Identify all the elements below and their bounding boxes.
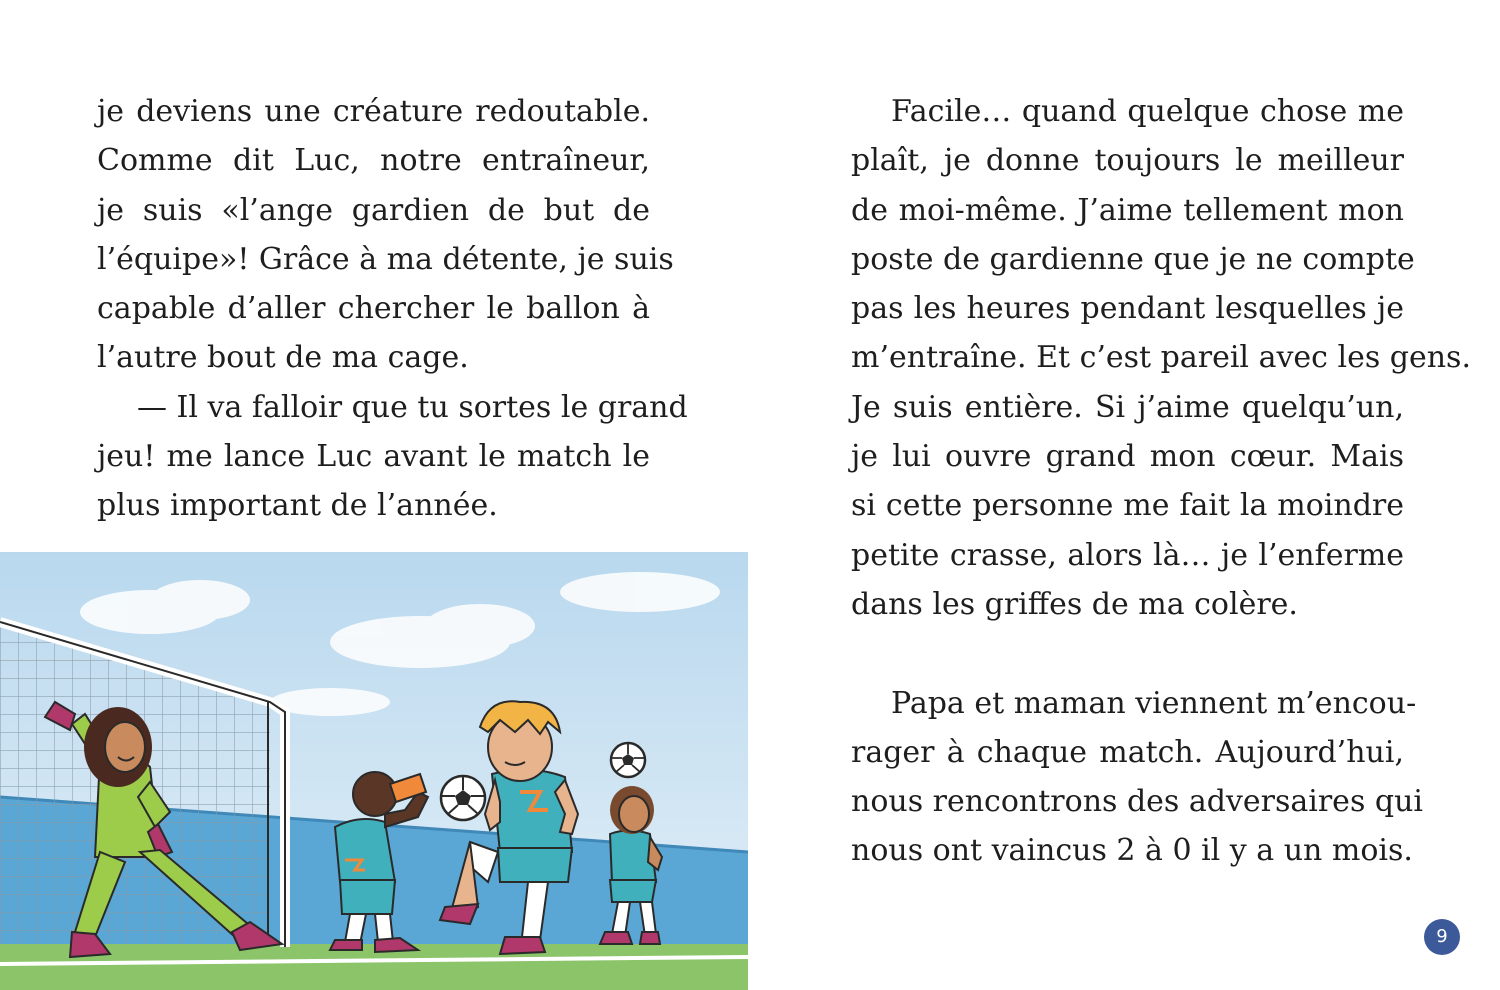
text-line: Comme dit Luc, notre entraîneur, [97,143,650,179]
text-line: plus important de l’année. [97,488,498,524]
paragraph-gap [851,629,1404,678]
text-line: de moi-même. J’aime tellement mon [851,192,1404,228]
text-line: je suis «l’ange gardien de but de [97,192,650,228]
text-line: m’entraîne. Et c’est pareil avec les gens. [851,340,1471,376]
text-line: rager à chaque match. Aujourd’hui, [851,734,1404,770]
text-line: Papa et maman viennent m’encou- [891,685,1417,721]
text-line: — Il va falloir que tu sortes le grand [137,389,688,425]
text-line: si cette personne me fait la moindre [851,488,1404,524]
text-line: jeu! me lance Luc avant le match le [97,439,650,475]
text-line: je deviens une créature redoutable. [97,94,650,129]
text-line: petite crasse, alors là… je l’enferme [851,537,1404,573]
text-line: Facile… quand quelque chose me [891,94,1404,129]
text-line: nous rencontrons des adversaires qui [851,784,1423,820]
left-text-column [97,87,688,531]
soccer-ball [441,776,485,820]
text-line: plaît, je donne toujours le meilleur [851,143,1404,179]
text-line: l’autre bout de ma cage. [97,340,469,376]
page-number: 9 [1424,919,1460,955]
soccer-ball [611,743,645,777]
soccer-illustration [0,552,748,990]
text-line: je lui ouvre grand mon cœur. Mais [851,439,1404,475]
text-line: l’équipe»! Grâce à ma détente, je suis [97,241,674,277]
text-line: pas les heures pendant lesquelles je [851,291,1404,327]
text-line: Je suis entière. Si j’aime quelqu’un, [851,389,1404,425]
text-line: poste de gardienne que je ne compte [851,241,1415,277]
right-text-column [851,87,1471,876]
text-line: nous ont vaincus 2 à 0 il y a un mois. [851,833,1413,869]
text-line: dans les griffes de ma colère. [851,586,1298,622]
text-line: capable d’aller chercher le ballon à [97,291,650,327]
